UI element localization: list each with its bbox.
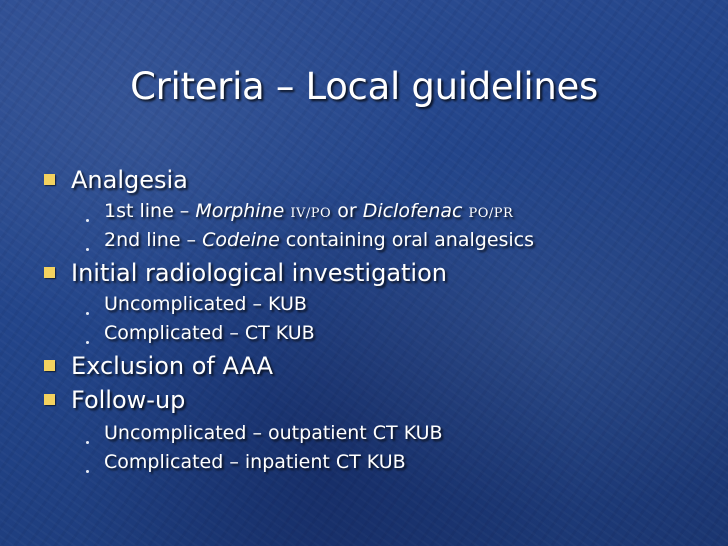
first-line-prefix: 1st line – [104, 200, 196, 222]
bullet-analgesia: Analgesia [71, 166, 188, 194]
square-bullet-icon [44, 360, 55, 371]
dot-bullet-icon [86, 441, 89, 444]
bullet-exclusion-aaa: Exclusion of AAA [71, 352, 274, 380]
sub-bullet-first-line [104, 199, 513, 226]
bullet-radiological-investigation: Initial radiological investigation [71, 259, 447, 287]
square-bullet-icon [44, 267, 55, 278]
dot-bullet-icon [86, 312, 89, 315]
sub-bullet-inpatient-ct-kub: Complicated – inpatient CT KUB [104, 451, 406, 473]
drug-morphine: Morphine [195, 200, 285, 222]
dot-bullet-icon [86, 470, 89, 473]
sub-bullet-outpatient-ct-kub: Uncomplicated – outpatient CT KUB [104, 422, 443, 444]
sub-bullet-second-line [104, 228, 534, 252]
sub-bullet-uncomplicated-kub: Uncomplicated – KUB [104, 293, 307, 315]
first-line-or: or [331, 200, 363, 222]
second-line-suffix: containing oral analgesics [279, 229, 535, 251]
dot-bullet-icon [86, 219, 89, 222]
slide-title: Criteria – Local guidelines [130, 65, 598, 108]
square-bullet-icon [44, 174, 55, 185]
route-morphine: IV/PO [290, 206, 332, 221]
second-line-prefix: 2nd line – [104, 229, 203, 251]
dot-bullet-icon [86, 341, 89, 344]
dot-bullet-icon [86, 248, 89, 251]
drug-diclofenac: Diclofenac [362, 200, 463, 222]
bullet-follow-up: Follow-up [71, 386, 186, 414]
route-diclofenac: PO/PR [468, 206, 514, 221]
drug-codeine: Codeine [202, 229, 280, 251]
square-bullet-icon [44, 394, 55, 405]
sub-bullet-complicated-ct-kub: Complicated – CT KUB [104, 322, 315, 344]
